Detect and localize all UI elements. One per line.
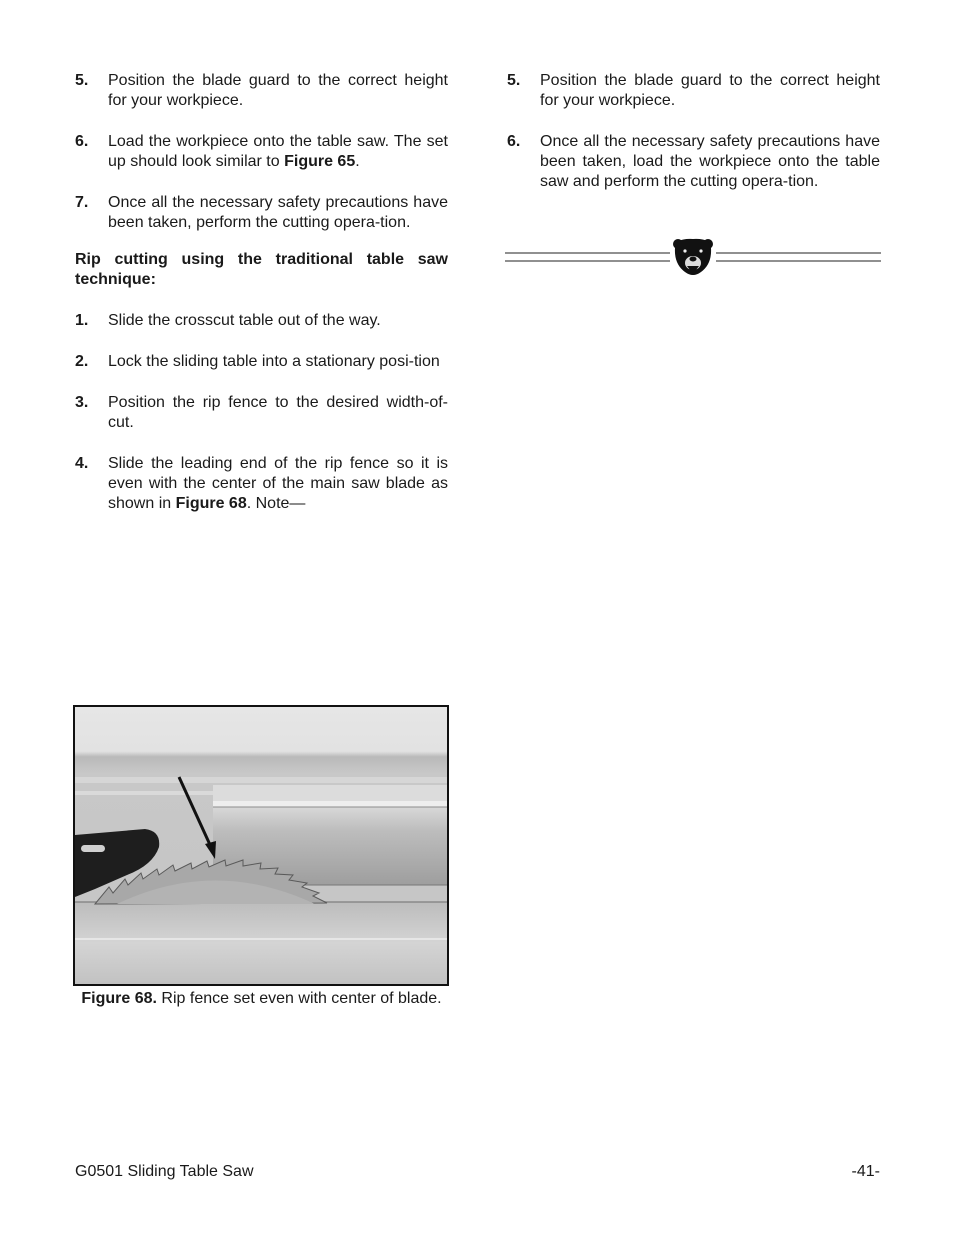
- step-text: Lock the sliding table into a stationary posi-tion: [108, 353, 440, 370]
- page-number: -41-: [851, 1163, 880, 1180]
- step-6-right: [507, 132, 880, 192]
- left-column: [75, 71, 448, 535]
- figure-68-photo: [73, 705, 449, 986]
- step-2-rip: [75, 352, 448, 372]
- step-number: 7.: [75, 194, 89, 211]
- step-text: Load the workpiece onto the table saw. The set up should look similar to Figure 65.: [108, 133, 448, 170]
- step-number: 5.: [507, 72, 521, 89]
- figure-reference: Figure 68: [175, 495, 247, 512]
- step-number: 3.: [75, 394, 89, 411]
- step-3-rip: [75, 393, 448, 433]
- step-number: 6.: [75, 133, 89, 150]
- step-text: Position the blade guard to the correct height for your workpiece.: [108, 72, 448, 109]
- step-6-left: [75, 132, 448, 172]
- step-text: Once all the necessary safety precautions have been taken, perform the cutting opera-tion.: [108, 194, 448, 231]
- step-number: 2.: [75, 353, 89, 370]
- step-4-rip: [75, 454, 448, 514]
- footer-model: G0501 Sliding Table Saw: [75, 1163, 254, 1180]
- step-5-right: [507, 71, 880, 111]
- step-text: Slide the leading end of the rip fence so it is even with the center of the main saw blade as shown in Figure 68. Note—: [108, 455, 448, 512]
- step-7-left: [75, 193, 448, 233]
- figure-caption: [75, 989, 448, 1009]
- step-text: Position the blade guard to the correct height for your workpiece.: [540, 72, 880, 109]
- step-text: Slide the crosscut table out of the way.: [108, 312, 381, 329]
- right-column: [507, 71, 880, 213]
- step-text: Position the rip fence to the desired width-of-cut.: [108, 394, 448, 431]
- section-end-divider: [505, 236, 881, 280]
- step-number: 6.: [507, 133, 521, 150]
- section-subheading: Rip cutting using the traditional table saw technique:: [75, 251, 448, 288]
- caption-text: Rip fence set even with center of blade.: [156, 990, 442, 1007]
- step-number: 1.: [75, 312, 89, 329]
- saw-blade-photo: [75, 707, 447, 984]
- figure-label: Figure 68.: [81, 990, 157, 1007]
- bear-head-icon: [673, 239, 713, 275]
- step-1-rip: [75, 311, 448, 331]
- step-number: 4.: [75, 455, 89, 472]
- step-text: Once all the necessary safety precautions have been taken, load the workpiece onto the table saw and perform the cutting opera-tion.: [540, 133, 880, 190]
- step-5-left: [75, 71, 448, 111]
- step-number: 5.: [75, 72, 89, 89]
- figure-reference: Figure 65: [284, 153, 356, 170]
